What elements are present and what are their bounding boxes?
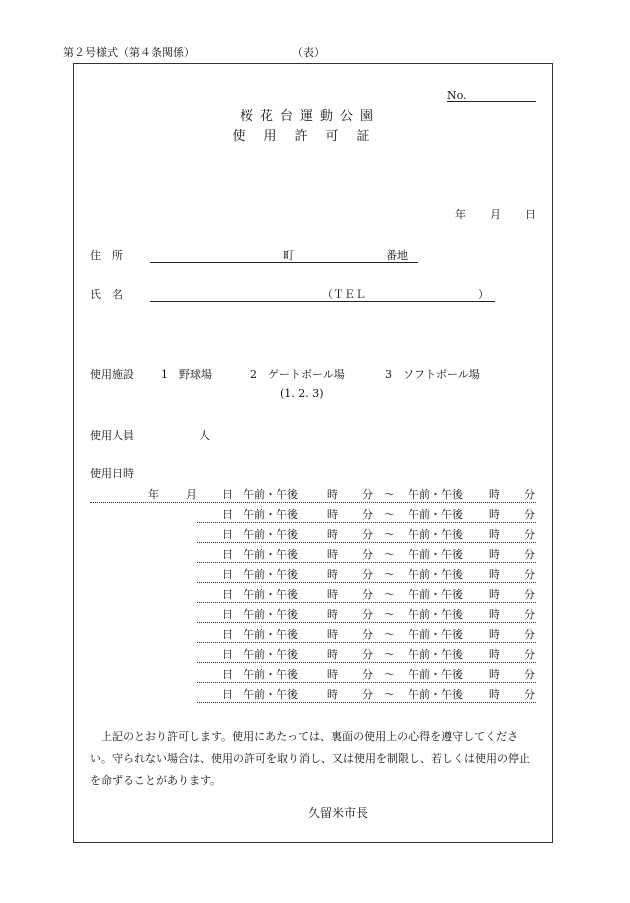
schedule-start-minute: 分: [362, 488, 373, 501]
schedule-end-ampm: 午前・午後: [408, 648, 463, 661]
schedule-start-ampm: 午前・午後: [243, 628, 298, 641]
schedule-start-ampm: 午前・午後: [243, 588, 298, 601]
schedule-end-minute: 分: [524, 588, 535, 601]
schedule-tilde: ～: [384, 588, 395, 601]
schedule-end-hour: 時: [489, 668, 500, 681]
schedule-end-minute: 分: [524, 568, 535, 581]
schedule-start-minute: 分: [362, 668, 373, 681]
schedule-day: 日: [222, 688, 233, 701]
schedule-start-minute: 分: [362, 608, 373, 621]
schedule-day: 日: [222, 548, 233, 561]
schedule-day: 日: [222, 508, 233, 521]
schedule-day: 日: [222, 648, 233, 661]
users-label: 使用人員: [90, 429, 134, 442]
schedule-row: [0, 629, 630, 649]
schedule-tilde: ～: [384, 608, 395, 621]
facility-label: 使用施設: [90, 368, 134, 381]
schedule-start-ampm: 午前・午後: [243, 648, 298, 661]
schedule-end-ampm: 午前・午後: [408, 528, 463, 541]
schedule-start-ampm: 午前・午後: [243, 608, 298, 621]
schedule-end-hour: 時: [489, 608, 500, 621]
schedule-day: 日: [222, 588, 233, 601]
schedule-tilde: ～: [384, 628, 395, 641]
schedule-start-hour: 時: [327, 668, 338, 681]
schedule-end-minute: 分: [524, 668, 535, 681]
schedule-start-hour: 時: [327, 548, 338, 561]
schedule-day: 日: [222, 628, 233, 641]
schedule-end-hour: 時: [489, 688, 500, 701]
schedule-end-ampm: 午前・午後: [408, 508, 463, 521]
schedule-end-ampm: 午前・午後: [408, 588, 463, 601]
schedule-row-line: [197, 642, 536, 643]
name-line: [150, 301, 495, 302]
address-banchi: 番地: [386, 249, 408, 262]
schedule-start-hour: 時: [327, 648, 338, 661]
schedule-row: [0, 649, 630, 669]
facility-option-softball: 3 ソフトボール場: [385, 368, 480, 381]
schedule-tilde: ～: [384, 528, 395, 541]
schedule-tilde: ～: [384, 668, 395, 681]
schedule-end-ampm: 午前・午後: [408, 568, 463, 581]
schedule-start-ampm: 午前・午後: [243, 688, 298, 701]
schedule-row: [0, 589, 630, 609]
side-indicator: （表）: [292, 46, 325, 59]
schedule-tilde: ～: [384, 508, 395, 521]
address-town: 町: [283, 249, 294, 262]
schedule-end-hour: 時: [489, 548, 500, 561]
schedule-row: [0, 689, 630, 709]
schedule-start-hour: 時: [327, 528, 338, 541]
schedule-end-minute: 分: [524, 548, 535, 561]
schedule-tilde: ～: [384, 488, 395, 501]
schedule-end-hour: 時: [489, 528, 500, 541]
schedule-end-ampm: 午前・午後: [408, 488, 463, 501]
schedule-tilde: ～: [384, 688, 395, 701]
schedule-row-line: [197, 562, 536, 563]
schedule-tilde: ～: [384, 648, 395, 661]
schedule-start-hour: 時: [327, 628, 338, 641]
permit-number-label: No.: [447, 89, 467, 102]
schedule-row-line: [197, 542, 536, 543]
schedule-end-ampm: 午前・午後: [408, 548, 463, 561]
name-label: 氏 名: [90, 288, 123, 301]
schedule-row: [0, 669, 630, 689]
schedule-day: 日: [222, 668, 233, 681]
notice-text: 上記のとおり許可します。使用にあたっては、裏面の使用上の心得を遵守してください。守られない場合は、使用の許可を取り消し、又は使用を制限し、若しくは使用の停止を命ずることがあります。: [90, 730, 530, 787]
schedule-end-ampm: 午前・午後: [408, 688, 463, 701]
schedule-start-ampm: 午前・午後: [243, 668, 298, 681]
schedule-end-minute: 分: [524, 688, 535, 701]
facility-choice-note: (1. 2. 3): [280, 387, 324, 400]
users-unit: 人: [199, 429, 210, 442]
issuer: 久留米市長: [308, 806, 369, 820]
address-label: 住 所: [90, 249, 123, 262]
schedule-start-minute: 分: [362, 568, 373, 581]
schedule-row: [0, 549, 630, 569]
date-day: 日: [525, 208, 536, 221]
schedule-start-hour: 時: [327, 608, 338, 621]
schedule-end-hour: 時: [489, 648, 500, 661]
schedule-row: [0, 569, 630, 589]
schedule-start-ampm: 午前・午後: [243, 488, 298, 501]
schedule-start-minute: 分: [362, 548, 373, 561]
schedule-end-minute: 分: [524, 628, 535, 641]
schedule-tilde: ～: [384, 568, 395, 581]
schedule-end-hour: 時: [489, 488, 500, 501]
schedule-start-minute: 分: [362, 508, 373, 521]
schedule-start-hour: 時: [327, 488, 338, 501]
park-name: 桜花台運動公園: [239, 109, 380, 124]
schedule-end-ampm: 午前・午後: [408, 668, 463, 681]
schedule-end-hour: 時: [489, 628, 500, 641]
schedule-row-line: [90, 502, 536, 503]
schedule-start-ampm: 午前・午後: [243, 548, 298, 561]
permit-number-line: [447, 101, 536, 102]
schedule-start-ampm: 午前・午後: [243, 528, 298, 541]
schedule-start-minute: 分: [362, 628, 373, 641]
schedule-row: [0, 509, 630, 529]
schedule-end-hour: 時: [489, 588, 500, 601]
facility-option-baseball: 1 野球場: [161, 368, 212, 381]
date-year: 年: [455, 208, 466, 221]
schedule-start-minute: 分: [362, 588, 373, 601]
schedule-row-line: [197, 702, 536, 703]
date-month: 月: [490, 208, 501, 221]
schedule-start-minute: 分: [362, 688, 373, 701]
schedule-tilde: ～: [384, 548, 395, 561]
schedule-start-hour: 時: [327, 688, 338, 701]
address-line: [150, 262, 418, 263]
schedule-end-ampm: 午前・午後: [408, 628, 463, 641]
schedule-label: 使用日時: [90, 467, 134, 480]
schedule-end-minute: 分: [524, 648, 535, 661]
tel-open: （ＴＥＬ: [322, 288, 366, 301]
schedule-day: 日: [222, 528, 233, 541]
schedule-start-ampm: 午前・午後: [243, 568, 298, 581]
schedule-end-minute: 分: [524, 608, 535, 621]
schedule-end-minute: 分: [524, 508, 535, 521]
facility-option-gateball: 2 ゲートボール場: [250, 368, 345, 381]
schedule-row-line: [197, 662, 536, 663]
schedule-row-line: [197, 602, 536, 603]
schedule-day: 日: [222, 608, 233, 621]
schedule-row: [0, 609, 630, 629]
document-title: 使用許可証: [232, 129, 388, 144]
schedule-month: 月: [186, 488, 197, 501]
schedule-day: 日: [222, 488, 233, 501]
schedule-row-line: [197, 682, 536, 683]
schedule-start-minute: 分: [362, 648, 373, 661]
tel-close: ）: [478, 288, 489, 301]
schedule-row-line: [197, 582, 536, 583]
schedule-start-minute: 分: [362, 528, 373, 541]
schedule-row-line: [197, 622, 536, 623]
form-number: 第２号様式（第４条関係）: [63, 46, 195, 59]
schedule-start-hour: 時: [327, 568, 338, 581]
schedule-start-hour: 時: [327, 588, 338, 601]
schedule-end-minute: 分: [524, 488, 535, 501]
schedule-day: 日: [222, 568, 233, 581]
schedule-row: [0, 529, 630, 549]
schedule-year: 年: [148, 488, 159, 501]
schedule-start-hour: 時: [327, 508, 338, 521]
schedule-end-minute: 分: [524, 528, 535, 541]
schedule-end-hour: 時: [489, 568, 500, 581]
schedule-start-ampm: 午前・午後: [243, 508, 298, 521]
schedule-row-line: [197, 522, 536, 523]
schedule-row: [0, 489, 630, 509]
schedule-end-hour: 時: [489, 508, 500, 521]
schedule-end-ampm: 午前・午後: [408, 608, 463, 621]
